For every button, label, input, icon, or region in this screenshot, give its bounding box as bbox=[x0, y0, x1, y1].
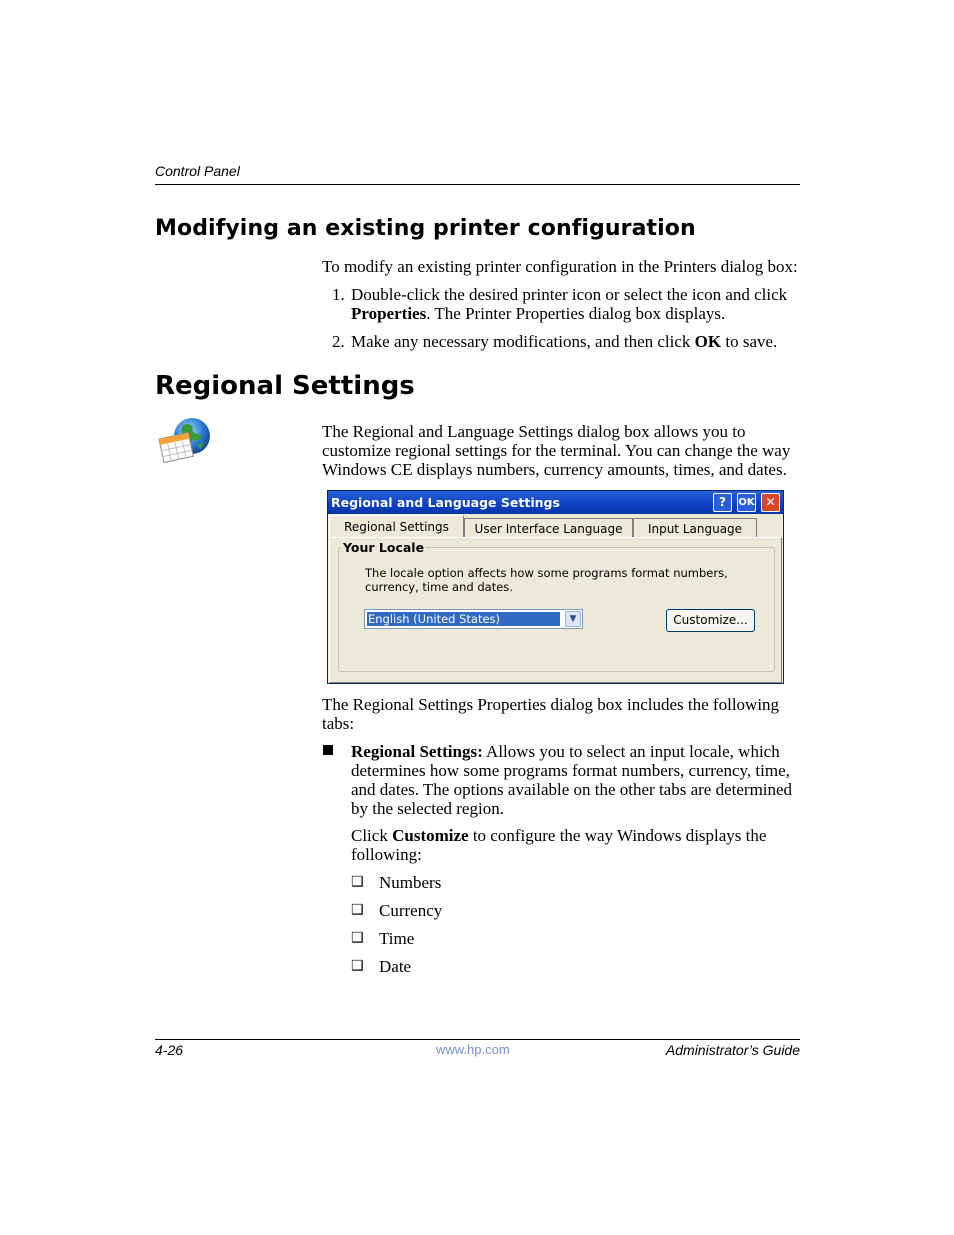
checkbox-icon: ❑ bbox=[351, 902, 364, 918]
tab-regional-settings[interactable]: Regional Settings bbox=[329, 515, 464, 537]
tab-user-interface-language[interactable]: User Interface Language bbox=[464, 518, 633, 538]
checkbox-icon: ❑ bbox=[351, 930, 364, 946]
list-item-currency: Currency bbox=[379, 901, 443, 920]
close-button[interactable]: ✕ bbox=[761, 493, 780, 512]
footer-rule bbox=[155, 1039, 800, 1040]
list-item-time: Time bbox=[379, 929, 415, 948]
step-1-line2 bbox=[351, 304, 801, 323]
square-bullet-icon bbox=[323, 745, 333, 755]
list-item-date: Date bbox=[379, 957, 412, 976]
tab-input-language[interactable]: Input Language bbox=[633, 518, 757, 538]
help-button[interactable]: ? bbox=[713, 493, 732, 512]
regional-settings-icon bbox=[157, 417, 213, 469]
footer-guide-title: Administrator’s Guide bbox=[665, 1042, 800, 1058]
bullet-bold: Regional Settings: bbox=[351, 742, 483, 761]
click-pre: Click bbox=[351, 826, 393, 845]
step-2-rest: to save. bbox=[721, 332, 778, 351]
section1-intro: To modify an existing printer configuration in the Printers dialog box: bbox=[322, 257, 798, 276]
ok-button[interactable]: OK bbox=[737, 493, 756, 512]
bullet-line4: by the selected region. bbox=[351, 799, 504, 818]
locale-group-title: Your Locale bbox=[343, 540, 425, 555]
footer-url-link[interactable]: www.hp.com bbox=[436, 1042, 510, 1057]
step-1-bold: Properties bbox=[351, 304, 427, 323]
regional-settings-bullet bbox=[351, 742, 801, 818]
regional-intro-line2: customize regional settings for the terminal. You can change the way bbox=[322, 441, 791, 460]
step-1-line1: Double-click the desired printer icon or select the icon and click bbox=[351, 285, 788, 304]
bullet-line1 bbox=[351, 742, 801, 761]
tabs-intro-line2: tabs: bbox=[322, 714, 355, 733]
regional-intro bbox=[322, 422, 802, 479]
step-1-rest: . The Printer Properties dialog box displays. bbox=[426, 304, 726, 323]
click-post: to configure the way Windows displays the bbox=[468, 826, 767, 845]
step-2-text bbox=[351, 332, 801, 351]
click-bold: Customize bbox=[392, 826, 469, 845]
checkbox-icon: ❑ bbox=[351, 874, 364, 890]
step-2-bold: OK bbox=[694, 332, 722, 351]
chevron-down-icon[interactable]: ▼ bbox=[565, 611, 581, 627]
regional-intro-line3: Windows CE displays numbers, currency amounts, times, and dates. bbox=[322, 460, 787, 479]
bullet-line1-rest: Allows you to select an input locale, which bbox=[482, 742, 780, 761]
step-2-number: 2. bbox=[332, 332, 345, 351]
section-heading-printer-config: Modifying an existing printer configuration bbox=[155, 216, 696, 241]
tabs-intro bbox=[322, 695, 802, 733]
step-1-number: 1. bbox=[332, 285, 345, 304]
locale-select[interactable] bbox=[364, 609, 583, 629]
bullet-line2: determines how some programs format numbers, currency, time, bbox=[351, 761, 790, 780]
step-2-lead: Make any necessary modifications, and then click bbox=[351, 332, 695, 351]
dialog-title: Regional and Language Settings bbox=[331, 495, 560, 510]
regional-language-dialog bbox=[327, 490, 784, 684]
click-line2: following: bbox=[351, 845, 422, 864]
locale-select-value: English (United States) bbox=[367, 612, 560, 626]
section-heading-regional-settings: Regional Settings bbox=[155, 371, 415, 401]
locale-description: The locale option affects how some programs format numbers, currency, time and dates. bbox=[365, 566, 728, 594]
bullet-line3: and dates. The options available on the other tabs are determined bbox=[351, 780, 793, 799]
customize-button[interactable]: Customize... bbox=[666, 609, 755, 632]
running-header: Control Panel bbox=[155, 163, 240, 179]
regional-intro-line1: The Regional and Language Settings dialog box allows you to bbox=[322, 422, 746, 441]
step-1-text bbox=[351, 285, 801, 323]
tabs-intro-line1: The Regional Settings Properties dialog box includes the following bbox=[322, 695, 780, 714]
checkbox-icon: ❑ bbox=[351, 958, 364, 974]
click-line1 bbox=[351, 826, 801, 845]
dialog-titlebar[interactable] bbox=[328, 491, 783, 514]
tab-panel bbox=[329, 537, 782, 683]
page-number: 4-26 bbox=[155, 1042, 184, 1058]
list-item-numbers: Numbers bbox=[379, 873, 442, 892]
header-rule bbox=[155, 184, 800, 185]
click-customize-para bbox=[351, 826, 801, 864]
